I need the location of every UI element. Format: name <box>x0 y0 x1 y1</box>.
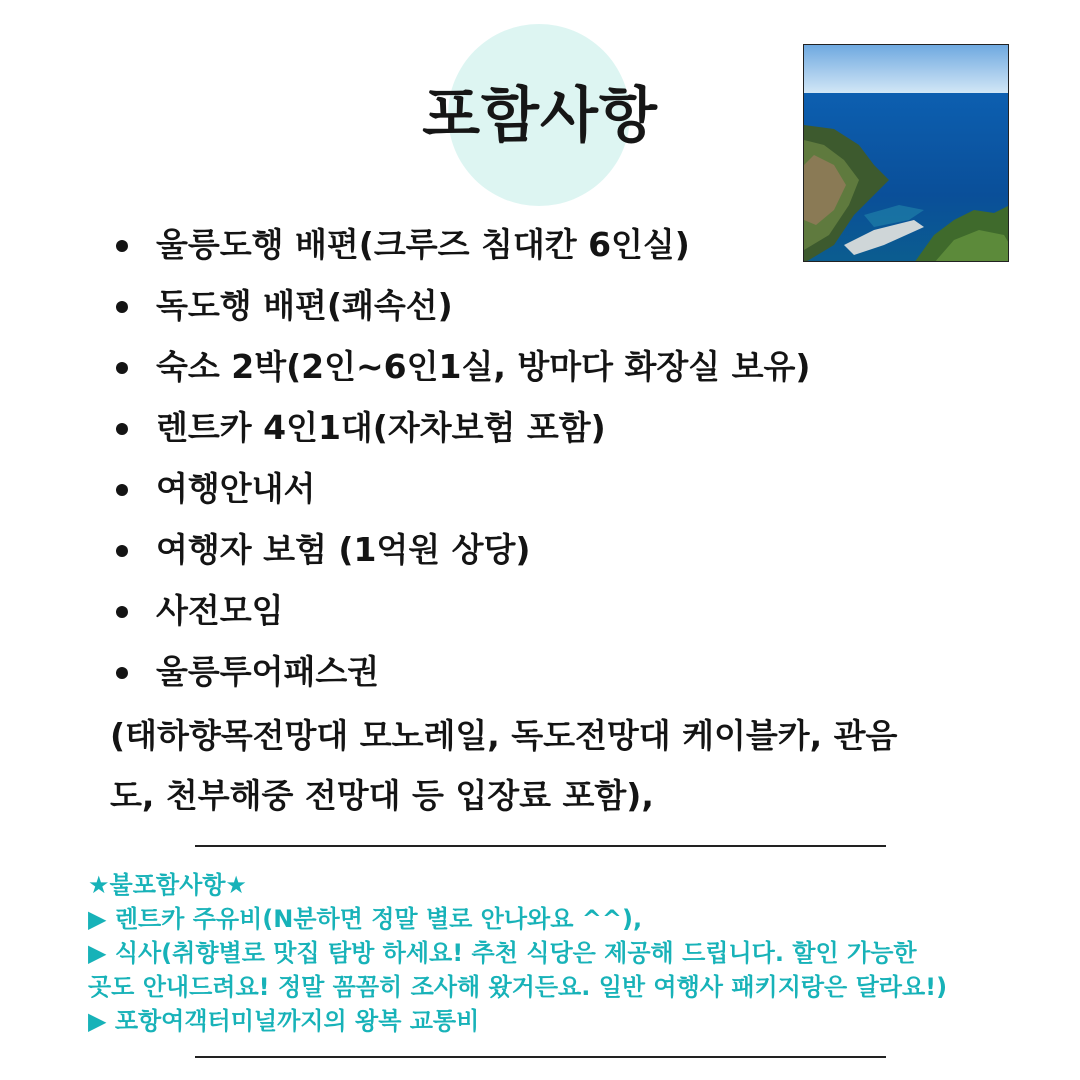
included-items-list <box>110 214 1010 702</box>
included-note <box>110 706 1010 826</box>
list-item-text: 울릉도행 배편(크루즈 침대칸 6인실) <box>156 225 690 264</box>
bullet-icon <box>116 240 128 252</box>
page-title: 포함사항 <box>422 81 658 151</box>
excluded-line: ▶ 렌트카 주유비(N분하면 정말 별로 안나와요 ^^), <box>88 905 643 933</box>
list-item <box>110 519 1010 580</box>
bullet-icon <box>116 484 128 496</box>
list-item-text: 울릉투어패스권 <box>156 652 380 691</box>
bullet-icon <box>116 423 128 435</box>
list-item <box>110 397 1010 458</box>
list-item <box>110 214 1010 275</box>
included-note-line-1: (태하향목전망대 모노레일, 독도전망대 케이블카, 관음 <box>110 716 898 755</box>
bullet-icon <box>116 606 128 618</box>
divider-bottom <box>195 1056 886 1058</box>
bullet-icon <box>116 545 128 557</box>
list-item-text: 여행안내서 <box>156 469 316 508</box>
bullet-icon <box>116 301 128 313</box>
list-item-text: 여행자 보험 (1억원 상당) <box>156 530 531 569</box>
bullet-icon <box>116 667 128 679</box>
list-item <box>110 275 1010 336</box>
list-item <box>110 458 1010 519</box>
list-item-text: 사전모임 <box>156 591 284 630</box>
list-item <box>110 336 1010 397</box>
excluded-section <box>88 868 1068 1038</box>
included-note-line-2: 도, 천부해중 전망대 등 입장료 포함), <box>110 776 654 815</box>
list-item <box>110 580 1010 641</box>
list-item-text: 독도행 배편(쾌속선) <box>156 286 453 325</box>
excluded-line: ▶ 포항여객터미널까지의 왕복 교통비 <box>88 1007 480 1035</box>
bullet-icon <box>116 362 128 374</box>
list-item-text: 렌트카 4인1대(자차보험 포함) <box>156 408 606 447</box>
excluded-heading: ★불포함사항★ <box>88 871 247 899</box>
divider-top <box>195 845 886 847</box>
list-item <box>110 641 1010 702</box>
excluded-line: 곳도 안내드려요! 정말 꼼꼼히 조사해 왔거든요. 일반 여행사 패키지랑은 달라요!) <box>88 973 948 1001</box>
list-item-text: 숙소 2박(2인~6인1실, 방마다 화장실 보유) <box>156 347 811 386</box>
excluded-line: ▶ 식사(취향별로 맛집 탐방 하세요! 추천 식당은 제공해 드립니다. 할인 가능한 <box>88 939 917 967</box>
